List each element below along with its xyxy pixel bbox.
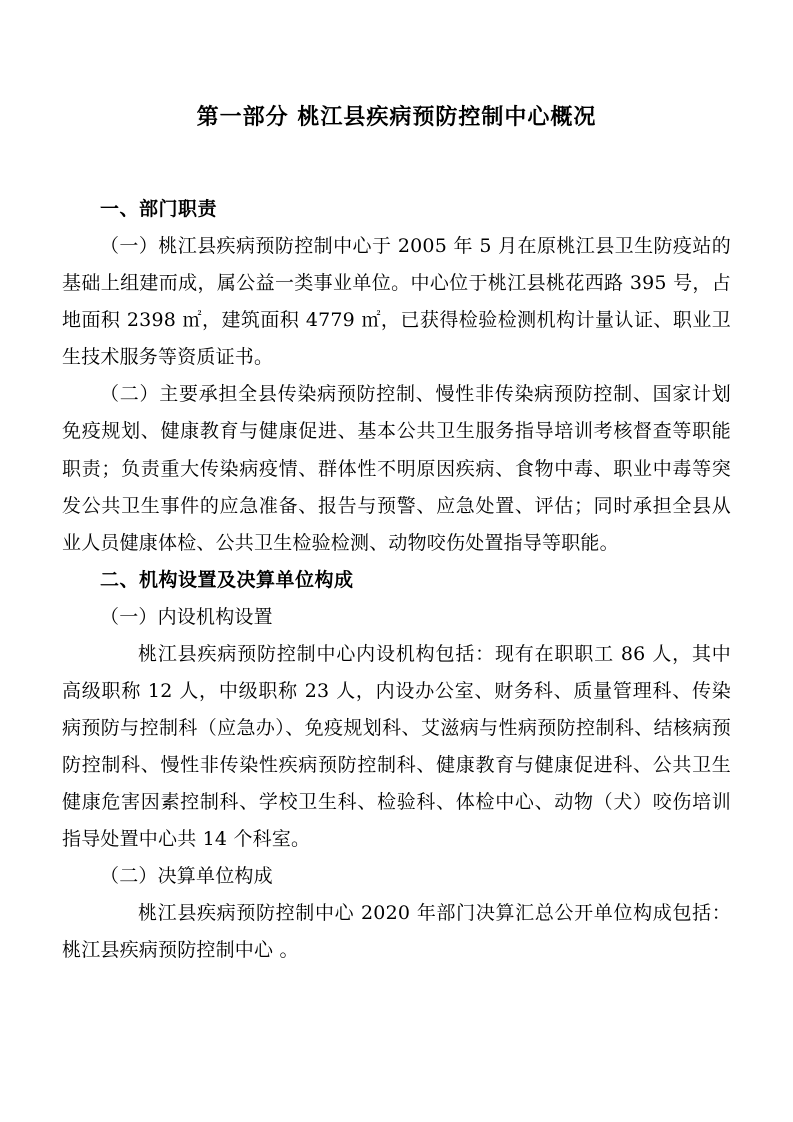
paragraph-final-accounts: 桃江县疾病预防控制中心 2020 年部门决算汇总公开单位构成包括：桃江县疾病预防控制中心 。 [62,902,731,962]
subsection-heading-internal-units: （一）内设机构设置 [100,605,273,628]
paragraph-internal-units: 桃江县疾病预防控制中心内设机构包括：现有在职职工 86 人，其中高级职称 12 人，中级职称 23 人，内设办公室、财务科、质量管理科、传染病预防与控制科（应急办）、免疫规划科、艾滋病与性病预防控制科、结核病预防控制科、慢性非传染性疾病预防控制科、健康教育与健康促进科、公共卫生健康危害因素控制科、学校卫生科、检验科、体检中心、动物（犬）咬伤培训指导处置中心共 14 个科室。 [62,642,731,850]
section-heading-structure: 二、机构设置及决算单位构成 [100,568,354,591]
paragraph-duties-2: （二）主要承担全县传染病预防控制、慢性非传染病预防控制、国家计划免疫规划、健康教育与健康促进、基本公共卫生服务指导培训考核督查等职能职责；负责重大传染病疫情、群体性不明原因疾病、食物中毒、职业中毒等突发公共卫生事件的应急准备、报告与预警、应急处置、评估；同时承担全县从业人员健康体检、公共卫生检验检测、动物咬伤处置指导等职能。 [62,383,731,554]
title-spacer [62,135,731,191]
page-title: 第一部分 桃江县疾病预防控制中心概况 [196,104,597,130]
paragraph-duties-1: （一）桃江县疾病预防控制中心于 2005 年 5 月在原桃江县卫生防疫站的基础上组建而成，属公益一类事业单位。中心位于桃江县桃花西路 395 号，占地面积 2398 ㎡，建筑面积 4779 ㎡，已获得检验检测机构计量认证、职业卫生技术服务等资质证书。 [62,235,731,369]
section-heading-duties: 一、部门职责 [100,198,218,221]
subsection-heading-final-accounts: （二）决算单位构成 [100,865,273,888]
